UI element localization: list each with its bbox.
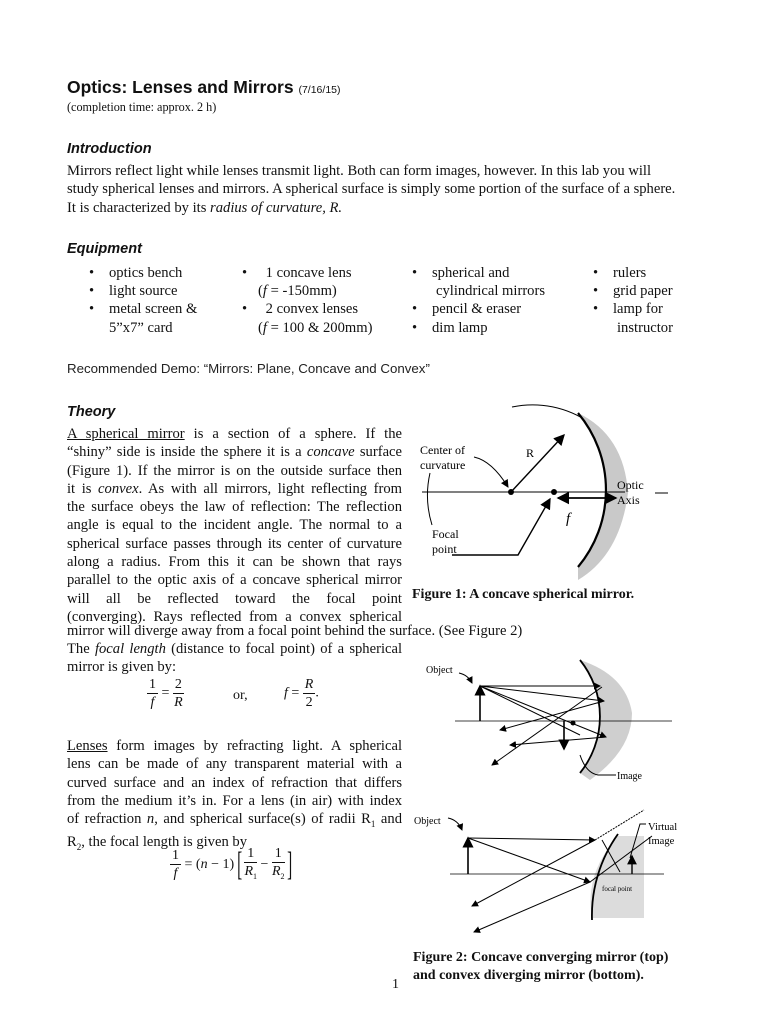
theory-line: (converging). Rays reflected from a convex spherical [67, 608, 402, 625]
figure-2-convex-mirror [412, 800, 682, 940]
theory-line: it is convex. As with all mirrors, light reflecting from [67, 480, 402, 497]
focal-point-pointer [452, 499, 550, 555]
theory-paragraph-2 [67, 737, 402, 857]
focal-point-dot [571, 721, 576, 726]
equipment-item: • optics bench [87, 264, 237, 282]
ray [480, 686, 580, 735]
theory-paragraph-1 [67, 425, 402, 626]
ray [510, 737, 606, 745]
theory-line: from the medium it’s in. For a lens (in air) with index [67, 792, 402, 809]
equipment-column-4 [591, 264, 701, 337]
theory-line: parallel to the optic axis of a concave spherical mirror [67, 572, 402, 589]
equipment-column-3 [410, 264, 590, 337]
label-virtual: Virtual [648, 822, 678, 833]
figure-1-diagram [410, 395, 680, 580]
page-title: Optics: Lenses and Mirrors (7/16/15) [67, 77, 341, 97]
title-date: (7/16/15) [298, 84, 341, 96]
theory-line: The focal length (distance to focal point) of a spherical [67, 641, 403, 657]
label-f: f [566, 511, 571, 527]
theory-line: the surface obeys the law of reflection: The reflection [67, 499, 402, 516]
figure-1-caption: Figure 1: A concave spherical mirror. [412, 587, 635, 602]
equipment-column-1 [87, 264, 237, 337]
equipment-item: • spherical and [410, 264, 590, 282]
intro-italic: radius of curvature, R. [210, 199, 343, 216]
focal-point-dot [551, 489, 557, 495]
figure-2-caption: Figure 2: Concave converging mirror (top) and convex diverging mirror (bottom). [413, 950, 669, 983]
ray [500, 701, 604, 730]
introduction-paragraph [67, 162, 707, 217]
ray [474, 882, 590, 932]
figure-2-bottom-diagram [412, 800, 682, 940]
completion-time: (completion time: approx. 2 h) [67, 100, 217, 114]
intro-line: study spherical lenses and mirrors. A spherical surface is simply some portion of the surface of a sphere. [67, 181, 676, 198]
radius-arrow [511, 435, 564, 492]
center-pointer [474, 457, 508, 487]
label-image: Image [648, 836, 675, 847]
theory-line: “shiny” side is inside the sphere it is a concave surface [67, 444, 402, 461]
object-pointer [459, 673, 472, 683]
label-focal: Focal [432, 527, 459, 541]
equipment-item: • rulers [591, 264, 701, 282]
equipment-item: • metal screen & [87, 300, 237, 318]
fraction: $\frac{1}{R_1}$ [244, 846, 258, 881]
intro-line: Mirrors reflect light while lenses transmit light. Both can form images, however. In this lab you will [67, 163, 652, 179]
fraction: $\frac{2}{R}$ [174, 677, 183, 710]
theory-paragraph-1-end [67, 640, 402, 677]
intro-line: It is characterized by its radius of curvature, R. [67, 199, 343, 216]
object-pointer [448, 818, 462, 830]
center-of-curvature-point [508, 489, 514, 495]
equation-or: or, [233, 688, 248, 703]
theory-line: mirror is given by: [67, 659, 177, 676]
label-axis: Axis [617, 493, 640, 507]
label-center: Center of [420, 443, 465, 457]
equipment-item: • lamp for [591, 300, 701, 318]
theory-line: A spherical mirror is a section of a sphere. If the [67, 426, 402, 442]
theory-line-wide: mirror will diverge away from a focal point behind the surface. (See Figure 2) [67, 623, 523, 639]
fraction: $\frac{1}{R_2}$ [271, 846, 285, 881]
equipment-item: • grid paper [591, 282, 701, 300]
theory-line: lens can be made of any transparent material with a [67, 756, 402, 773]
page-number: 1 [392, 977, 399, 992]
ray [472, 840, 595, 906]
equipment-item: • 2 convex lenses [240, 300, 410, 318]
theory-line: angle is equal to the incident angle. The normal to a [67, 517, 402, 534]
theory-line: of refraction n, and spherical surface(s) of radii $R_1$ and [67, 811, 402, 830]
equipment-item-cont: 5”x7” card [109, 319, 173, 336]
fraction: $\frac{1}{f}$ [172, 848, 179, 882]
equipment-item-cont: (f = -150mm) [258, 283, 337, 300]
theory-line: (Figure 1). If the mirror is on the outside surface then [67, 462, 402, 479]
theory-line: along a radius. From this it can be shown that rays [67, 554, 402, 571]
theory-line: curved surface and an index of refraction that differs [67, 774, 402, 791]
ray [468, 838, 595, 840]
figure-1-concave-mirror [410, 395, 680, 580]
label-optic: Optic [617, 478, 644, 492]
equipment-item-cont: cylindrical mirrors [436, 283, 546, 300]
focal-length-equation: $\frac{1}{f}$ = $\frac{2}{R}$ [149, 677, 183, 710]
equipment-item-cont: (f = 100 & 200mm) [258, 319, 373, 336]
fraction: $\frac{R}{2}$ [304, 677, 314, 710]
figure-2-top-diagram [420, 655, 680, 785]
recommended-demo: Recommended Demo: “Mirrors: Plane, Concave and Convex” [67, 361, 430, 376]
label-curvature: curvature [420, 458, 466, 472]
lensmaker-equation: $\frac{1}{f}$ = (n − 1) [ $\frac{1}{R_1}$ − $\frac{1}{R_2}$ ] [172, 845, 293, 883]
label-focal-point: focal point [602, 885, 633, 893]
equipment-heading: Equipment [67, 241, 142, 257]
equipment-item: • light source [87, 282, 237, 300]
label-object: Object [414, 816, 441, 827]
equipment-item: • dim lamp [410, 319, 590, 337]
reference-arc [427, 473, 432, 525]
focal-length-equation-2: f = $\frac{R}{2}$ . [284, 677, 319, 710]
label-object: Object [426, 665, 453, 676]
label-image: Image [617, 771, 642, 782]
label-R: R [526, 446, 535, 460]
theory-line: spherical surface passes through its center of curvature [67, 535, 402, 552]
introduction-heading: Introduction [67, 141, 152, 157]
equipment-column-2 [240, 264, 410, 337]
theory-heading: Theory [67, 404, 116, 420]
theory-line: will all be reflected toward the focal point [67, 590, 402, 607]
equipment-item-cont: instructor [617, 319, 673, 336]
theory-line: Lenses form images by refracting light. A spherical [67, 738, 402, 754]
equipment-item: • pencil & eraser [410, 300, 590, 318]
equipment-item: • 1 concave lens [240, 264, 410, 282]
fraction: $\frac{1}{f}$ [149, 677, 156, 710]
label-point: point [432, 542, 457, 556]
theory-line: $R_2$, the focal length is given by [67, 834, 247, 853]
figure-2-concave-mirror [420, 655, 680, 785]
